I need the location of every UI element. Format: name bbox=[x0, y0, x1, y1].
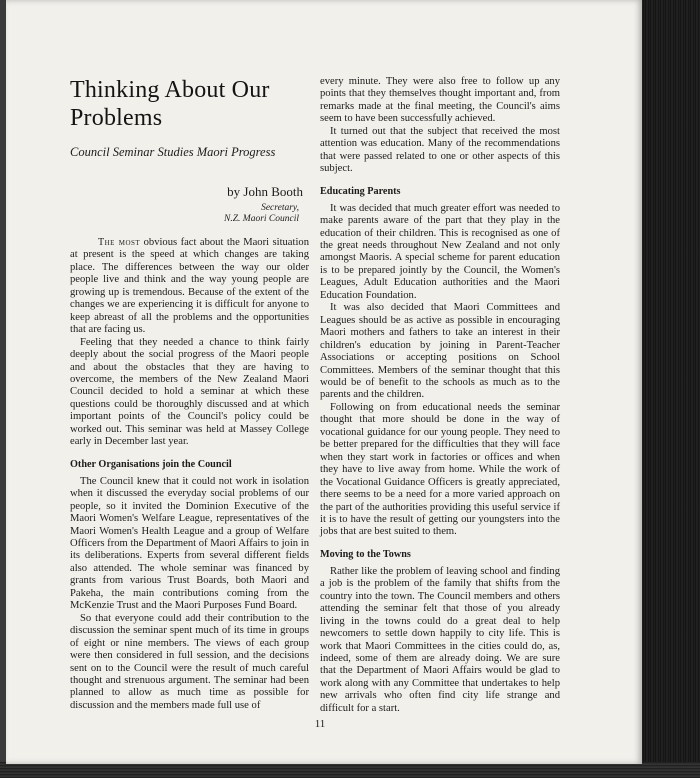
right-column bbox=[320, 76, 560, 715]
intro-paragraph bbox=[70, 237, 309, 337]
intro-text: obvious fact about the Maori situation at present is the speed at which changes are taking place. The differences between the way our older people live and think and the way young people are growing up is tremendous. Because of the extent of the changes we are experiencing it is difficult for anyone to keep abreast of all the problems and the opportunities that are facing us. bbox=[70, 237, 309, 336]
left-column bbox=[70, 76, 309, 712]
paragraph-7: It was decided that much greater effort was needed to make parents aware of the part that they play in the education of their children. This is recognised as one of the great needs throughout New Zealand and not only amongst Maoris. A special scheme for parent education is to be prepared jointly by the Council, the Women's Leagues, Adult Education authorities and the Maori Education Foundation. bbox=[320, 202, 560, 301]
article-title: Thinking About Our Problems bbox=[70, 77, 270, 131]
paragraph-2: Feeling that they needed a chance to think fairly deeply about the social progress of the Maori people and about the obstacles that they are having to overcome, the members of the New Zealand Maori Council decided to hold a seminar at which these questions could be thoroughly discussed and at which important points of the Council's policy could be worked out. This seminar was held at Massey College early in December last year. bbox=[70, 336, 309, 448]
byline: by John Booth bbox=[227, 184, 303, 199]
intro-smallcaps: The most bbox=[98, 237, 141, 248]
author-role bbox=[70, 203, 299, 225]
section-heading-organisations: Other Organisations join the Council bbox=[70, 458, 232, 470]
paragraph-8: It was also decided that Maori Committees and Leagues should be as active as possible in encouraging Maori mothers and fathers to take an interest in their children's education by joining in Parent-Teacher Associations or accepting positions on School Committees. Members of the seminar thought that this would be of benefit to the schools as much as to the parents and the children. bbox=[320, 302, 560, 401]
paragraph-4: So that everyone could add their contribution to the discussion the seminar spent much of its time in groups of eight or nine members. The views of each group were then considered in full session, and the decisions sent on to the Council were the result of much careful thought and strenuous argument. The seminar had been planned to allow as much time as possible for discussion and the members made full use of bbox=[70, 612, 309, 711]
article-subtitle: Council Seminar Studies Maori Progress bbox=[70, 145, 276, 159]
paragraph-9: Following on from educational needs the seminar thought that more should be done in the way of vocational guidance for our young people. They need to be better prepared for the difficulties that they will face when they start work in factories or offices and when they have to live away from home. While the work of the Vocational Guidance Officers is greatly appreciated, there seems to be a need for a more varied approach on the part of the authorities providing this useful service if it is to have the result of getting our youngsters into the jobs that are best suited to them. bbox=[320, 401, 560, 538]
paragraph-10: Rather like the problem of leaving school and finding a job is the problem of the family that shifts from the country into the town. The Council members and others attending the seminar felt that those of you already living in the towns could do a great deal to help newcomers to settle down happily to city life. This is work that Maori Committees in the cities could do, as, indeed, some of them are already doing. We are sure that the Department of Maori Affairs would be glad to work along with any Committee that undertakes to help new arrivals who often find city life strange and difficult for a start. bbox=[320, 565, 560, 714]
scan-edge-bottom bbox=[0, 762, 700, 778]
author-role-line-1: Secretary, bbox=[261, 203, 299, 213]
page-number: 11 bbox=[314, 718, 326, 730]
document-page bbox=[6, 0, 642, 764]
paragraph-3: The Council knew that it could not work in isolation when it discussed the everyday social problems of our people, so it invited the Dominion Executive of the Maori Women's Welfare League, representatives of the Maori Women's Health League and a group of Welfare Officers from the Department of Maori Affairs to join in its deliberations. Experts from several different fields also attended. The whole seminar was financed by grants from various Trust Boards, both Maori and Pakeha, the main contributions coming from the McKenzie Trust and the Maori Purposes Fund Board. bbox=[70, 475, 309, 612]
scan-edge-right bbox=[640, 0, 700, 778]
paragraph-5: every minute. They were also free to follow up any points that they themselves thought important and, from remarks made at the final meeting, the Council's aims seem to have been successfully achieved. bbox=[320, 76, 560, 125]
section-heading-towns: Moving to the Towns bbox=[320, 548, 411, 560]
paragraph-6: It turned out that the subject that received the most attention was education. Many of the recommendations that were passed related to one or other aspects of this subject. bbox=[320, 125, 560, 175]
section-heading-parents: Educating Parents bbox=[320, 185, 401, 197]
author-role-line-2: N.Z. Maori Council bbox=[224, 214, 299, 224]
